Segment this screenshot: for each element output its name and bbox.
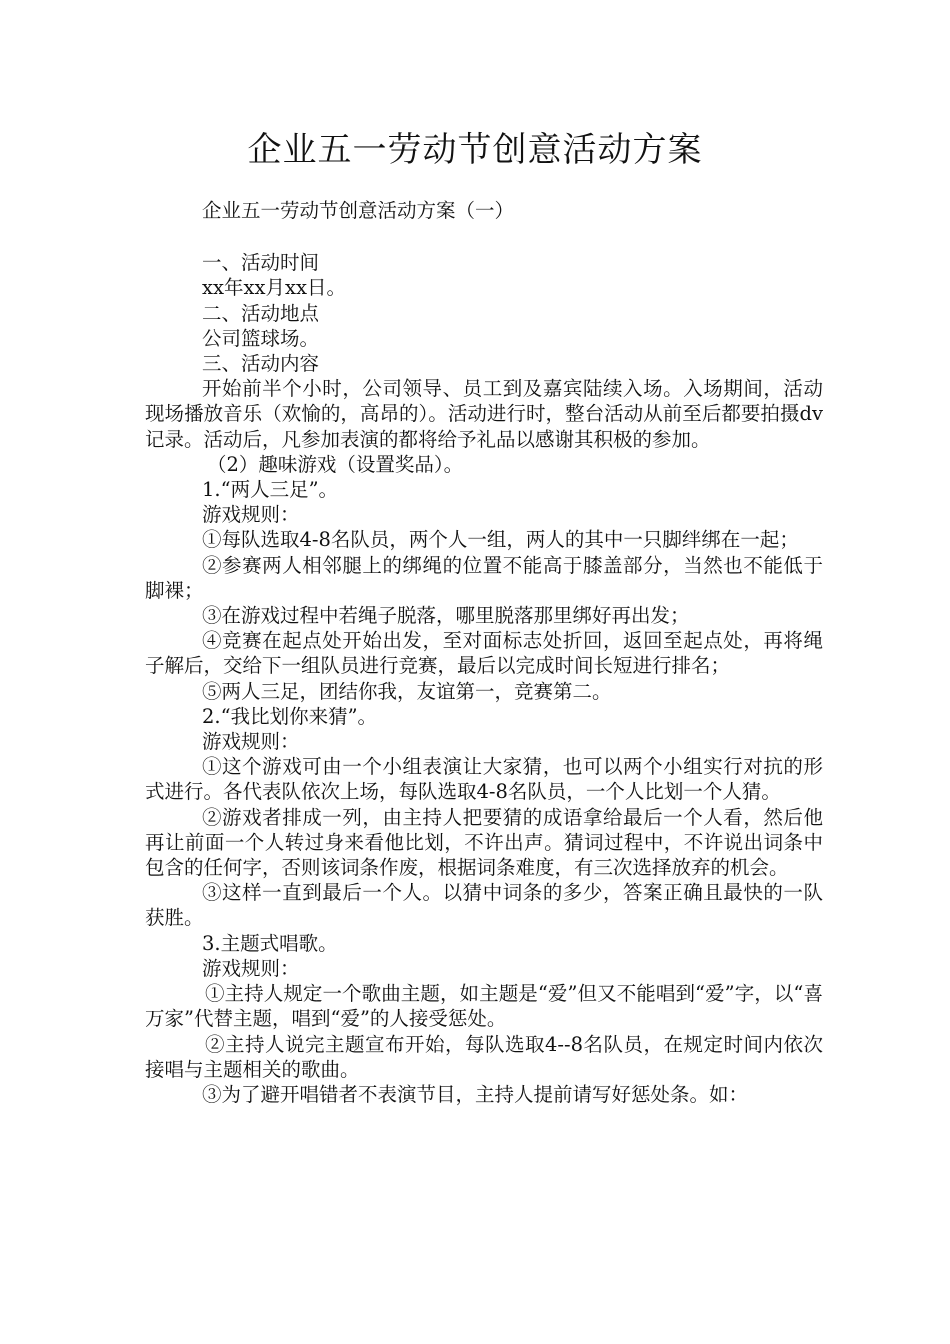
rule-item: ②主持人说完主题宣布开始，每队选取4--8名队员，在规定时间内依次接唱与主题相关的歌曲。 (145, 1032, 823, 1081)
rules-label: 游戏规则： (202, 503, 300, 527)
game-heading: 1.“两人三足”。 (202, 478, 339, 502)
section-heading-content: 三、活动内容 (202, 352, 320, 376)
rule-item: ②参赛两人相邻腿上的绑绳的位置不能高于膝盖部分，当然也不能低于脚裸； (145, 553, 823, 602)
document-body (145, 198, 823, 1107)
rule-item: ③为了避开唱错者不表演节目，主持人提前请写好惩处条。如： (202, 1082, 749, 1106)
game-heading: 3.主题式唱歌。 (202, 931, 338, 955)
game-heading: 2.“我比划你来猜”。 (202, 704, 378, 728)
paragraph: （2）趣味游戏（设置奖品）。 (207, 452, 464, 476)
rule-item: ⑤两人三足，团结你我，友谊第一，竞赛第二。 (202, 679, 612, 703)
section-heading-location: 二、活动地点 (202, 301, 320, 325)
rule-item: ①每队选取4-8名队员，两个人一组，两人的其中一只脚绊绑在一起； (202, 528, 799, 552)
section-heading-time: 一、活动时间 (202, 251, 320, 275)
rule-item: ①这个游戏可由一个小组表演让大家猜，也可以两个小组实行对抗的形式进行。各代表队依次上场，每队选取4-8名队员，一个人比划一个人猜。 (145, 755, 823, 804)
rule-item: ③在游戏过程中若绳子脱落，哪里脱落那里绑好再出发； (202, 604, 690, 628)
paragraph: 开始前半个小时，公司领导、员工到及嘉宾陆续入场。入场期间，活动现场播放音乐（欢愉的，高昂的）。活动进行时，整台活动从前至后都要拍摄dv记录。活动后，凡参加表演的都将给予礼品以感谢其积极的参加。 (145, 377, 823, 451)
activity-location: 公司篮球场。 (202, 326, 320, 350)
document-title: 企业五一劳动节创意活动方案 (247, 130, 703, 170)
activity-date: xx年xx月xx日。 (202, 276, 346, 300)
rules-label: 游戏规则： (202, 956, 300, 980)
rules-label: 游戏规则： (202, 730, 300, 754)
rule-item: ①主持人规定一个歌曲主题，如主题是“爱”但又不能唱到“爱”字，以“喜万家”代替主题，唱到“爱”的人接受惩处。 (145, 982, 823, 1031)
rule-item: ④竞赛在起点处开始出发，至对面标志处折回，返回至起点处，再将绳子解后，交给下一组队员进行竞赛，最后以完成时间长短进行排名； (145, 629, 823, 678)
rule-item: ②游戏者排成一列，由主持人把要猜的成语拿给最后一个人看，然后他再让前面一个人转过身来看他比划，不许出声。猜词过程中，不许说出词条中包含的任何字，否则该词条作废，根据词条难度，有三次选择放弃的机会。 (145, 805, 823, 880)
document-subtitle: 企业五一劳动节创意活动方案（一） (202, 199, 515, 222)
rule-item: ③这样一直到最后一个人。以猜中词条的多少，答案正确且最快的一队获胜。 (145, 881, 823, 930)
